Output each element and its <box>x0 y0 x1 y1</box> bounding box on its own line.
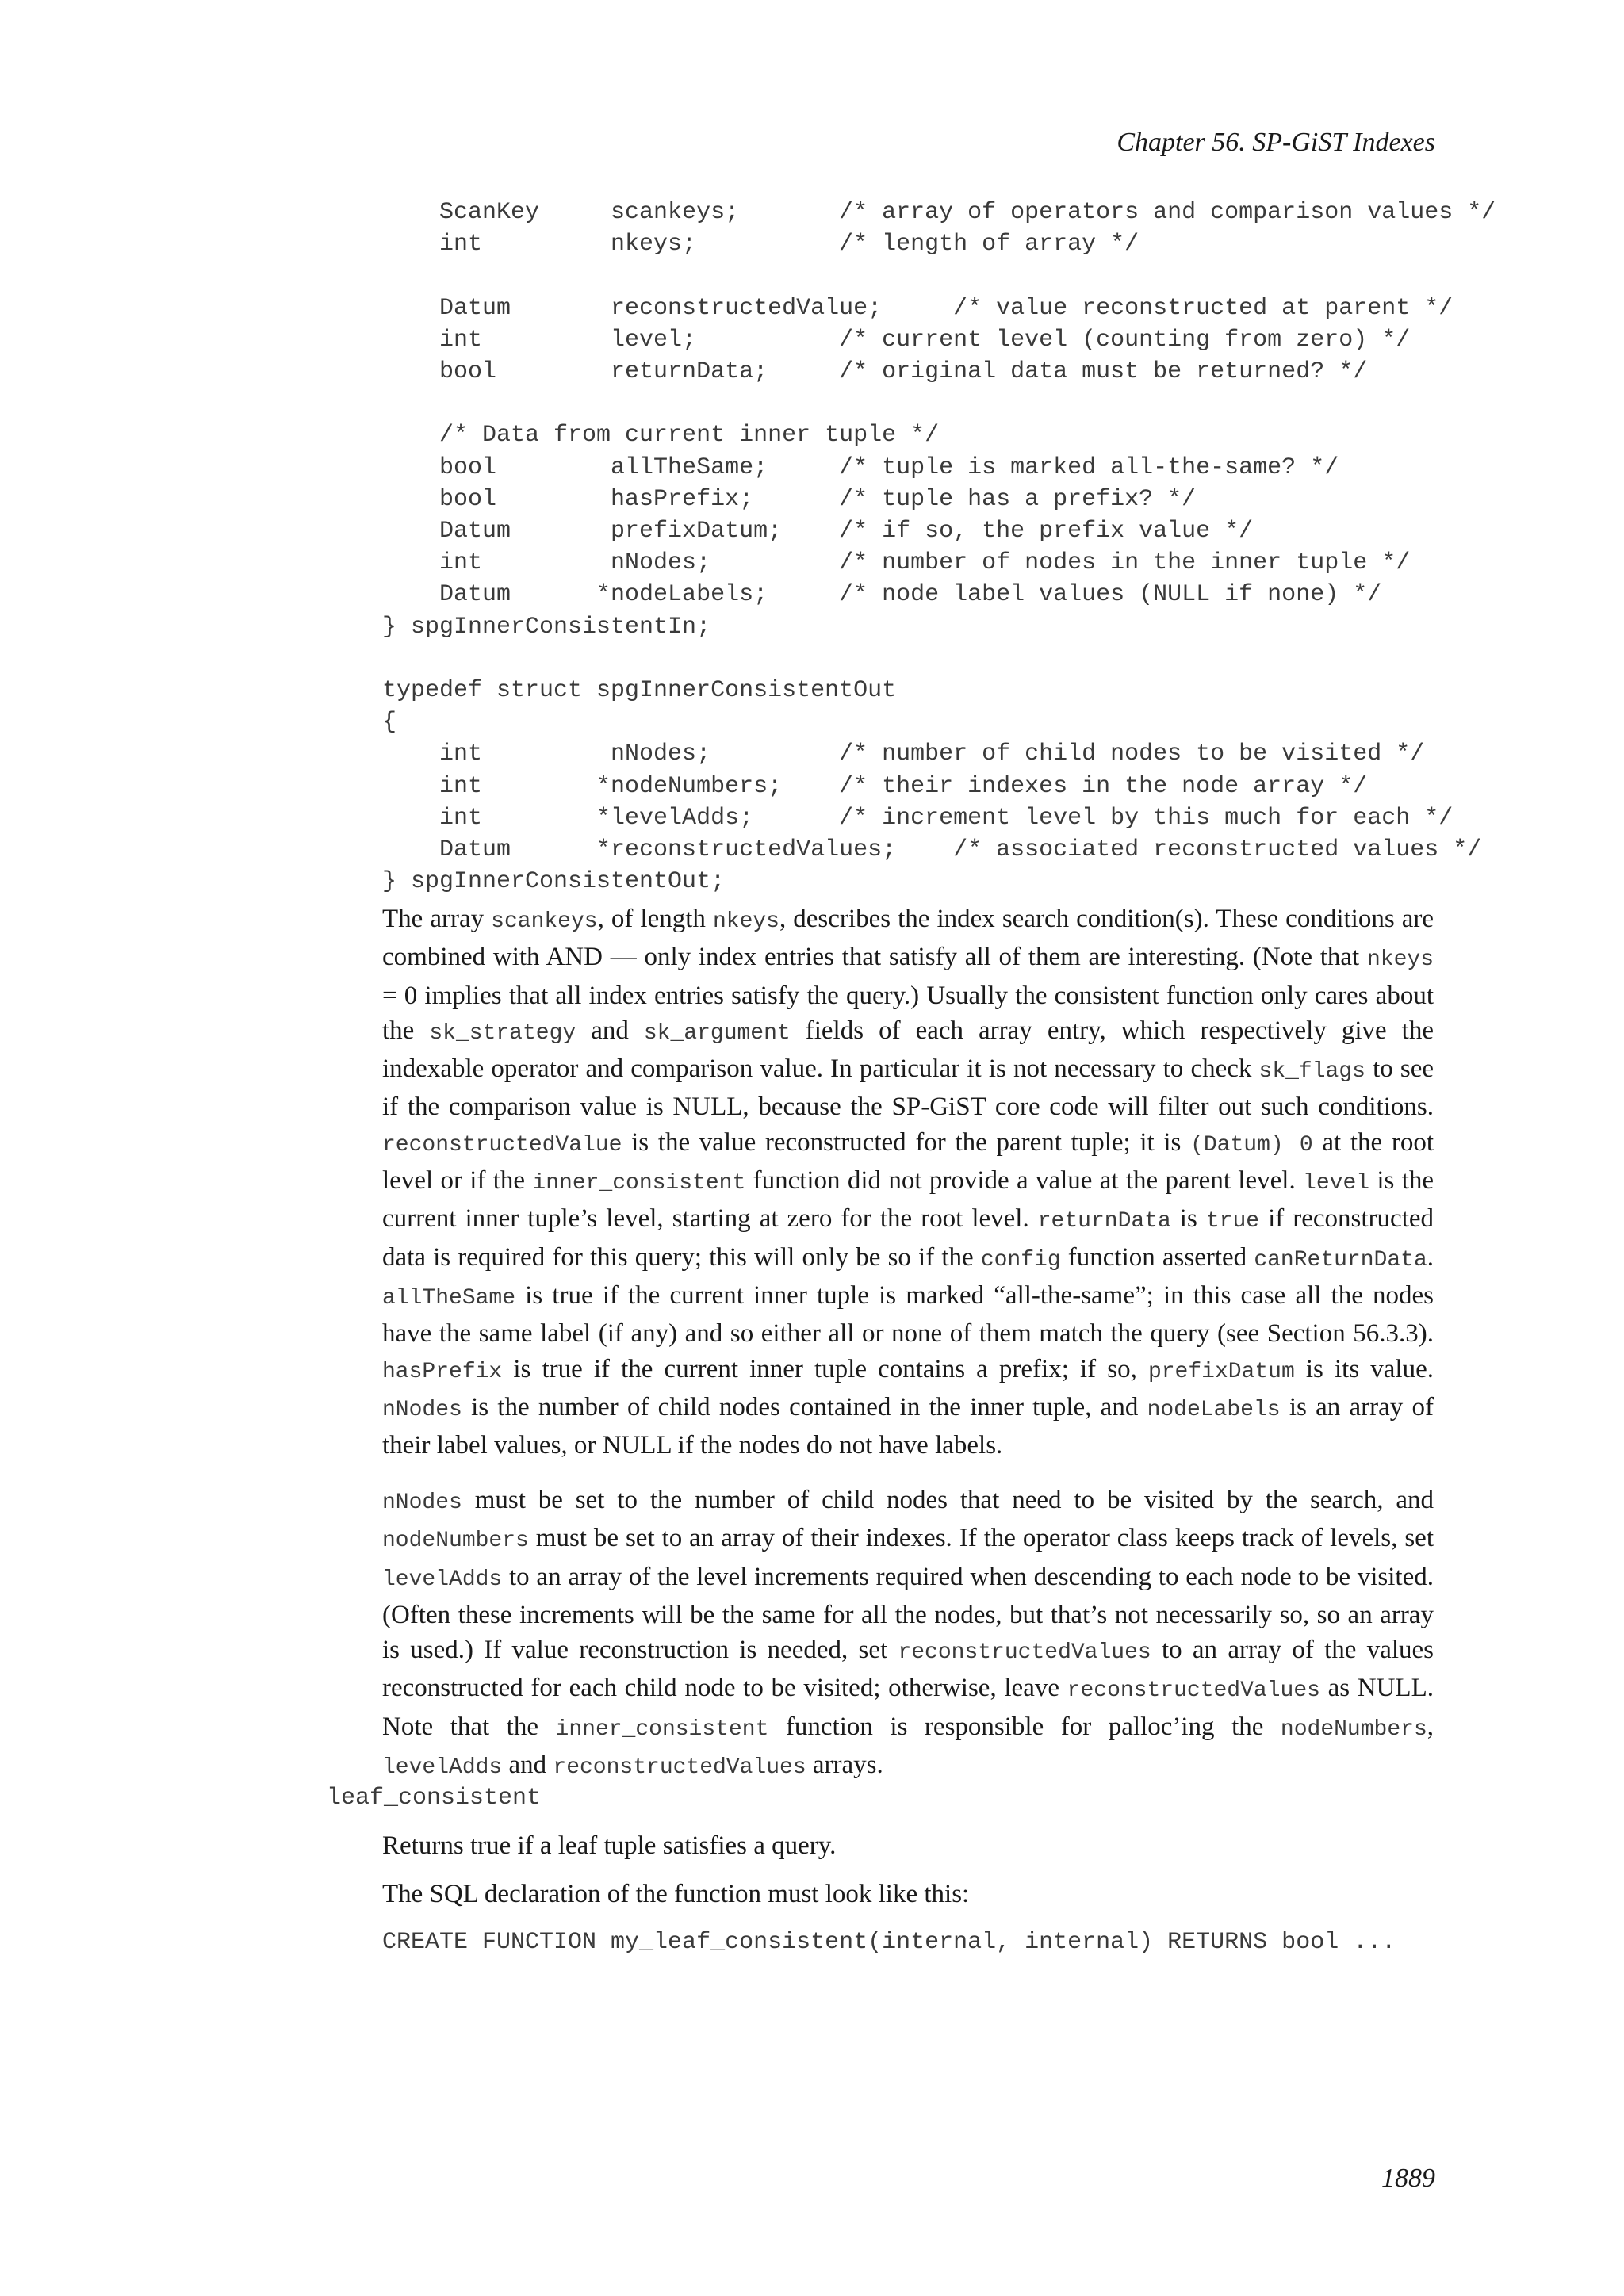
inline-code: reconstructedValues <box>1067 1678 1320 1704</box>
leaf-consistent-description: Returns true if a leaf tuple satisfies a query. <box>382 1831 837 1860</box>
code-line: typedef struct spgInnerConsistentOut <box>382 677 897 705</box>
inline-code: sk_flags <box>1258 1059 1365 1085</box>
inline-code: nodeNumbers <box>1280 1716 1427 1742</box>
struct-code-block <box>382 197 1496 897</box>
leaf-consistent-term: leaf_consistent <box>327 1785 542 1812</box>
running-header: Chapter 56. SP-GiST Indexes <box>1116 128 1435 157</box>
inline-code: nodeLabels <box>1147 1397 1281 1422</box>
sql-declaration-intro: The SQL declaration of the function must look like this: <box>382 1880 970 1908</box>
code-line: { <box>382 709 397 737</box>
paragraph-output-description: nNodes must be set to the number of child nodes that need to be visited by the search, and nodeNumbers must be set to an array of their indexes. If the operator class keeps track of levels, set levelAdds to an array of the level increments required when descending to each node to be visited. (Often these increments will be the same for all the nodes, but that’s not necessarily so, so an array is used.) If value reconstruction is needed, set reconstructedValues to an array of the values reconstructed for each child node to be visited; otherwise, leave reconstructedValues as NULL. Note that the inner_consistent function is responsible for palloc’ing the nodeNumbers, levelAdds and reconstructedValues arrays. <box>382 1486 1434 1781</box>
inline-code: nkeys <box>1366 947 1434 973</box>
inline-code: levelAdds <box>382 1567 503 1592</box>
code-line: int nNodes; /* number of nodes in the inner tuple */ <box>382 549 1411 577</box>
code-line: int *levelAdds; /* increment level by this much for each */ <box>382 804 1454 832</box>
code-line: /* Data from current inner tuple */ <box>382 422 940 450</box>
inline-code: nodeNumbers <box>382 1529 529 1554</box>
inline-code: sk_strategy <box>429 1020 576 1046</box>
code-line: ScanKey scankeys; /* array of operators and comparison values */ <box>382 199 1496 226</box>
inline-code: level <box>1303 1171 1370 1196</box>
inline-code: (Datum) 0 <box>1190 1132 1313 1158</box>
inline-code: levelAdds <box>382 1755 503 1781</box>
page-number: 1889 <box>1381 2164 1435 2193</box>
code-line: int level; /* current level (counting from zero) */ <box>382 326 1411 354</box>
inline-code: reconstructedValues <box>553 1755 806 1781</box>
code-line: bool hasPrefix; /* tuple has a prefix? */ <box>382 485 1197 513</box>
code-line: Datum *nodeLabels; /* node label values (NULL if none) */ <box>382 581 1382 609</box>
inline-code: reconstructedValues <box>898 1640 1151 1666</box>
inline-code: sk_argument <box>643 1020 791 1046</box>
code-line: } spgInnerConsistentOut; <box>382 868 726 896</box>
sql-declaration-code: CREATE FUNCTION my_leaf_consistent(internal, internal) RETURNS bool ... <box>382 1929 1396 1956</box>
inline-code: nNodes <box>382 1490 462 1515</box>
code-line: Datum reconstructedValue; /* value reconstructed at parent */ <box>382 294 1454 322</box>
paragraph-input-description: The array scankeys, of length nkeys, describes the index search condition(s). These conditions are combined with AND — only index entries that satisfy all of them are interesting. (Note that nkeys = 0 implies that all index entries satisfy the query.) Usually the consistent function only cares about the sk_strategy and sk_argument fields of each array entry, which respectively give the indexable operator and comparison value. In particular it is not necessary to check sk_flags to see if the comparison value is NULL, because the SP-GiST core code will filter out such conditions. reconstructedValue is the value reconstructed for the parent tuple; it is (Datum) 0 at the root level or if the inner_consistent function did not provide a value at the parent level. level is the current inner tuple’s level, starting at zero for the root level. returnData is true if reconstructed data is required for this query; this will only be so if the config function asserted canReturnData. allTheSame is true if the current inner tuple is marked “all-the-same”; in this case all the nodes have the same label (if any) and so either all or none of them match the query (see Section 56.3.3). hasPrefix is true if the current inner tuple contains a prefix; if so, prefixDatum is its value. nNodes is the number of child nodes contained in the inner tuple, and nodeLabels is an array of their label values, or NULL if the nodes do not have labels. <box>382 905 1434 1460</box>
code-line: int nkeys; /* length of array */ <box>382 231 1139 258</box>
code-line: bool returnData; /* original data must be returned? */ <box>382 358 1368 386</box>
code-line: int *nodeNumbers; /* their indexes in the node array */ <box>382 772 1368 800</box>
inline-code: true <box>1205 1209 1260 1234</box>
inline-code: config <box>980 1247 1061 1272</box>
inline-code: allTheSame <box>382 1285 516 1311</box>
inline-code: nNodes <box>382 1397 462 1422</box>
inline-code: prefixDatum <box>1147 1359 1295 1384</box>
inline-code: returnData <box>1037 1209 1171 1234</box>
code-line: } spgInnerConsistentIn; <box>382 613 711 641</box>
code-line: Datum *reconstructedValues; /* associated reconstructed values */ <box>382 836 1482 864</box>
inline-code: scankeys <box>491 909 598 934</box>
code-line: Datum prefixDatum; /* if so, the prefix value */ <box>382 518 1254 545</box>
code-line: bool allTheSame; /* tuple is marked all-the-same? */ <box>382 453 1339 481</box>
inline-code: inner_consistent <box>532 1171 746 1196</box>
code-line: int nNodes; /* number of child nodes to be visited */ <box>382 740 1425 768</box>
inline-code: canReturnData <box>1254 1247 1427 1272</box>
inline-code: reconstructedValue <box>382 1132 622 1158</box>
inline-code: inner_consistent <box>555 1716 769 1742</box>
inline-code: nkeys <box>712 909 779 934</box>
inline-code: hasPrefix <box>382 1359 503 1384</box>
